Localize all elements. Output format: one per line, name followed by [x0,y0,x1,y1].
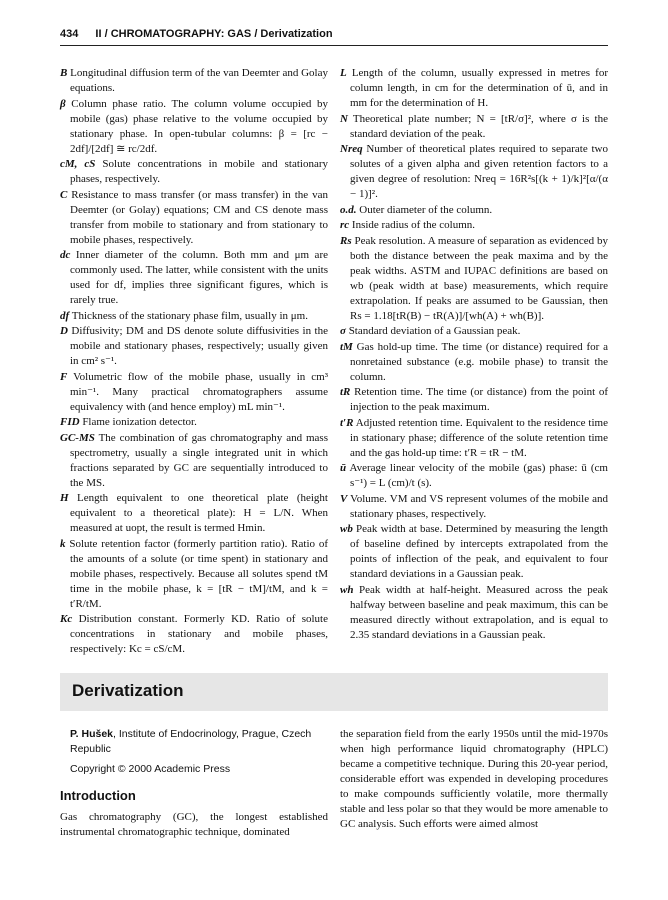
glossary-entry [60,97,328,157]
glossary-entry [60,324,328,369]
glossary-entry [60,248,328,308]
glossary-entry [60,431,328,491]
glossary-term: tR [340,386,351,398]
glossary-entry [340,112,608,142]
glossary-term: ū [340,462,347,474]
glossary-term: B [60,67,68,79]
glossary-term: wh [340,583,354,596]
glossary-definition: Theoretical plate number; N = [tR/σ]², where σ is the standard deviation of the peak. [347,112,608,140]
glossary-definition: Inside radius of the column. [349,219,476,231]
glossary-term: rc [340,219,350,231]
glossary-definition: Outer diameter of the column. [356,203,493,216]
glossary-left-column [60,66,328,658]
glossary-term: df [60,309,70,322]
glossary-definition: Number of theoretical plates required to separate two solutes of a given alpha and given retention factors to a given degree of resolution: Nreq = 16R²s[(k + 1)/k]²[α/(α − 1)]². [350,143,608,200]
glossary-definition: Volumetric flow of the mobile phase, usually in cm³ min⁻¹. Many practical chromatographers assume equivalency with (and hence employ) mL min⁻¹. [67,370,328,413]
glossary-term: Rs [340,234,352,247]
glossary-entry [340,583,608,643]
glossary-term: FID [60,416,80,428]
glossary-term: σ [340,325,346,337]
glossary-entry [340,142,608,202]
header-rule [60,45,608,46]
glossary-entry [340,324,608,339]
glossary-definition: Standard deviation of a Gaussian peak. [345,325,521,337]
glossary-term: Nreq [340,143,363,155]
glossary-entry [60,309,328,324]
glossary-entry [60,157,328,187]
author-name: P. Hušek [70,728,113,740]
glossary-term: H [60,492,69,504]
glossary-entry [60,537,328,612]
glossary-definition: Retention time. The time (or distance) from the point of injection to the peak maximum. [350,386,608,413]
glossary-definition: Flame ionization detector. [79,416,197,428]
glossary-term: V [340,492,348,505]
copyright-line: Copyright © 2000 Academic Press [70,763,231,775]
glossary-term: wb [340,523,353,535]
intro-heading: Introduction [60,788,136,803]
glossary-entry [340,340,608,385]
glossary-term: L [340,67,347,79]
glossary-definition: Average linear velocity of the mobile (gas) phase: ū (cm s⁻¹) = L (cm)/t (s). [346,462,608,489]
glossary-entry [340,416,608,461]
glossary-term: C [60,188,68,201]
glossary-entry [60,188,328,248]
glossary-entry [60,66,328,96]
author-block [70,727,320,757]
glossary-definition: The combination of gas chromatography and mass spectrometry, usually a single integrated unit in which fractions separated by GC are sequentially introduced to the MS. [70,431,328,489]
page-number: 434 [60,28,79,40]
running-title: II / CHROMATOGRAPHY: GAS / Derivatization [95,28,333,40]
intro-paragraph-right: the separation field from the early 1950s until the mid-1970s when high performance liquid chromatography (HPLC) became a competitive technique. During this 20-year period, considerable effort was expended in developing procedures to make compounds sufficiently volatile, more thermally stable and less polar so that they would be more amenable to GC analysis. Such efforts were aimed almost [340,728,608,830]
glossary-term: GC-MS [60,431,95,444]
glossary-entry [340,203,608,218]
glossary-term: o.d. [340,203,357,216]
glossary-term: N [340,112,348,125]
glossary-entry [340,492,608,522]
running-header [60,28,608,44]
glossary-definition: Adjusted retention time. Equivalent to the residence time in stationary phase; difference of the solute retention time and the gas hold-up time: t′R = tR − tM. [350,416,608,459]
glossary-entry [340,522,608,582]
glossary-definition: Solute concentrations in mobile and stationary phases, respectively. [70,158,329,185]
glossary-entry [340,461,608,491]
glossary-definition: Peak resolution. A measure of separation as evidenced by both the distance between the peak maxima and by the peak widths. ASTM and IUPAC definitions are based on wb (peak width at base) measurements, which require extrapolation. If peaks are assumed to be Gaussian, then Rs = 1.18[tR(B) − tR(A)]/[wh(A) + wh(B)]. [350,234,608,322]
glossary-term: Kc [60,613,73,625]
glossary-right-column [340,66,608,643]
glossary-definition: Thickness of the stationary phase film, usually in μm. [69,309,308,322]
glossary-definition: Distribution constant. Formerly KD. Ratio of solute concentrations in stationary and mobile phases, respectively: Kc = cS/cM. [70,613,328,655]
glossary-entry [60,415,328,430]
glossary-term: dc [60,249,71,261]
glossary-definition: Column phase ratio. The column volume occupied by mobile (gas) phase relative to the volume occupied by stationary phase. In open-tubular columns: β = [rc − 2df]/[2df] ≅ rc/2df. [65,97,328,155]
glossary-term: k [60,537,66,550]
glossary-term: D [60,325,68,337]
glossary-term: t′R [340,416,354,429]
glossary-term: tM [340,340,353,353]
section-title: Derivatization [72,681,184,700]
glossary-definition: Length of the column, usually expressed in metres for column length, in cm for the determination of ū, and in mm for the determination of H. [346,67,608,109]
glossary-definition: Peak width at half-height. Measured across the peak halfway between baseline and peak maximum, this can be measured directly without extrapolation, and is equal to 2.35 standard deviations in a Gaussian peak. [350,583,608,641]
intro-paragraph-left: Gas chromatography (GC), the longest established instrumental chromatographic technique, dominated [60,811,328,838]
glossary-entry [340,234,608,324]
glossary-entry [340,218,608,233]
glossary-entry [60,491,328,536]
glossary-entry [60,370,328,415]
glossary-definition: Peak width at base. Determined by measuring the length of baseline defined by intercepts extrapolated from the points of inflection of the peak, and equivalent to four standard deviations in a Gaussian peak. [350,523,608,580]
glossary-term: β [60,97,66,110]
glossary-definition: Longitudinal diffusion term of the van Deemter and Golay equations. [67,67,328,94]
glossary-definition: Solute retention factor (formerly partition ratio). Ratio of the amounts of a solute (or time spent) in stationary and mobile phases, respectively. Because all solutes spend tM time in the mobile phase, k = [tR − tM]/tM, and k = t′R/tM. [65,537,328,610]
glossary-definition: Length equivalent to one theoretical plate (height equivalent to a theoretical plate): H = L/N. When measured at uopt, the result is termed Hmin. [68,492,328,534]
glossary-entry [340,385,608,415]
author-affiliation: , Institute of Endocrinology, Prague, Czech Republic [70,728,312,755]
glossary-definition: Resistance to mass transfer (or mass transfer) in the van Deemter (or Golay) equations; CM and CS denote mass transfer from mobile to stationary and from stationary to mobile phases, respectively. [67,188,328,246]
glossary-definition: Inner diameter of the column. Both mm and μm are commonly used. The latter, while consistent with the units used for df, implies three significant figures, which is rarely true. [70,249,328,306]
glossary-term: F [60,370,68,383]
glossary-entry [60,612,328,657]
glossary-entry [340,66,608,111]
section-banner [60,673,608,711]
glossary-definition: Diffusivity; DM and DS denote solute diffusivities in the mobile and stationary phases, respectively; usually given in cm² s⁻¹. [67,325,328,367]
glossary-definition: Gas hold-up time. The time (or distance) required for a nonretained substance (e.g. mobile phase) to transit the column. [350,340,608,383]
glossary-definition: Volume. VM and VS represent volumes of the mobile and stationary phases, respectively. [347,492,608,520]
glossary-term: cM, cS [60,158,96,170]
